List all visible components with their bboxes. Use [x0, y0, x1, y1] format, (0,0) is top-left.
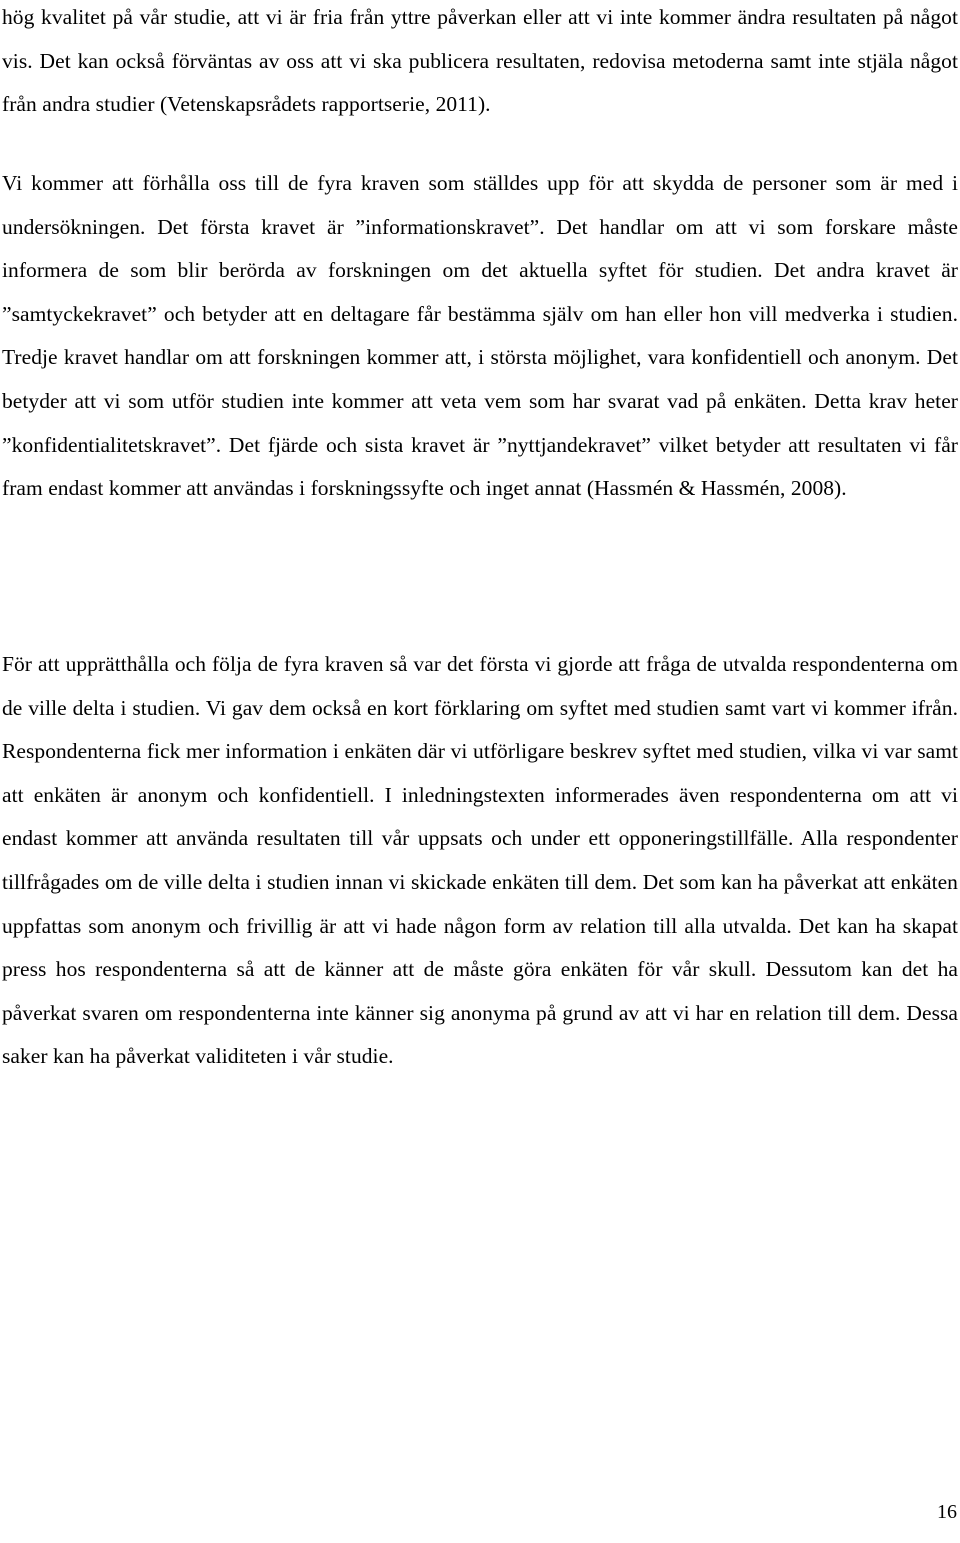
paragraph-four-requirements: Vi kommer att förhålla oss till de fyra kraven som ställdes upp för att skydda de personer som är med i undersökningen. Det första kravet är ”informationskravet”. Det handlar om att vi som forskare måste informera de som blir berörda av forskningen om det aktuella syftet för studien. Det andra kravet är ”samtyckekravet” och betyder att en deltagare får bestämma själv om han eller hon vill medverka i studien. Tredje kravet handlar om att forskningen kommer att, i största möjlighet, vara konfidentiell och anonym. Det betyder att vi som utför studien inte kommer att veta vem som har svarat vad på enkäten. Detta krav heter ”konfidentialitetskravet”. Det fjärde och sista kravet är ”nyttjandekravet” vilket betyder att resultaten vi får fram endast kommer att användas i forskningssyfte och inget annat (Hassmén & Hassmén, 2008). — [2, 171, 958, 501]
paragraph-respondent-information: För att upprätthålla och följa de fyra kraven så var det första vi gjorde att fråga de utvalda respondenterna om de ville delta i studien. Vi gav dem också en kort förklaring om syftet med studien samt vart vi kommer ifrån. Respondenterna fick mer information i enkäten där vi utförligare beskrev syftet med studien, vilka vi var samt att enkäten är anonym och konfidentiell. I inledningstexten informerades även respondenterna om att vi endast kommer att använda resultaten till vår uppsats och under ett opponeringstillfälle. Alla respondenter tillfrågades om de ville delta i studien innan vi skickade enkäten till dem. Det som kan ha påverkat att enkäten uppfattas som anonym och frivillig är att vi hade någon form av relation till alla utvalda. Det kan ha skapat press hos respondenterna så att de känner att de måste göra enkäten för vår skull. Dessutom kan det ha påverkat svaren om respondenterna inte känner sig anonyma på grund av att vi har en relation till dem. Dessa saker kan ha påverkat validiteten i vår studie. — [2, 652, 958, 1069]
page-number: 16 — [937, 1501, 957, 1523]
paragraph-ethics-quality: hög kvalitet på vår studie, att vi är fria från yttre påverkan eller att vi inte kommer ändra resultaten på något vis. Det kan också förväntas av oss att vi ska publicera resultaten, redovisa metoderna samt inte stjäla något från andra studier (Vetenskapsrådets rapportserie, 2011). — [2, 5, 958, 117]
